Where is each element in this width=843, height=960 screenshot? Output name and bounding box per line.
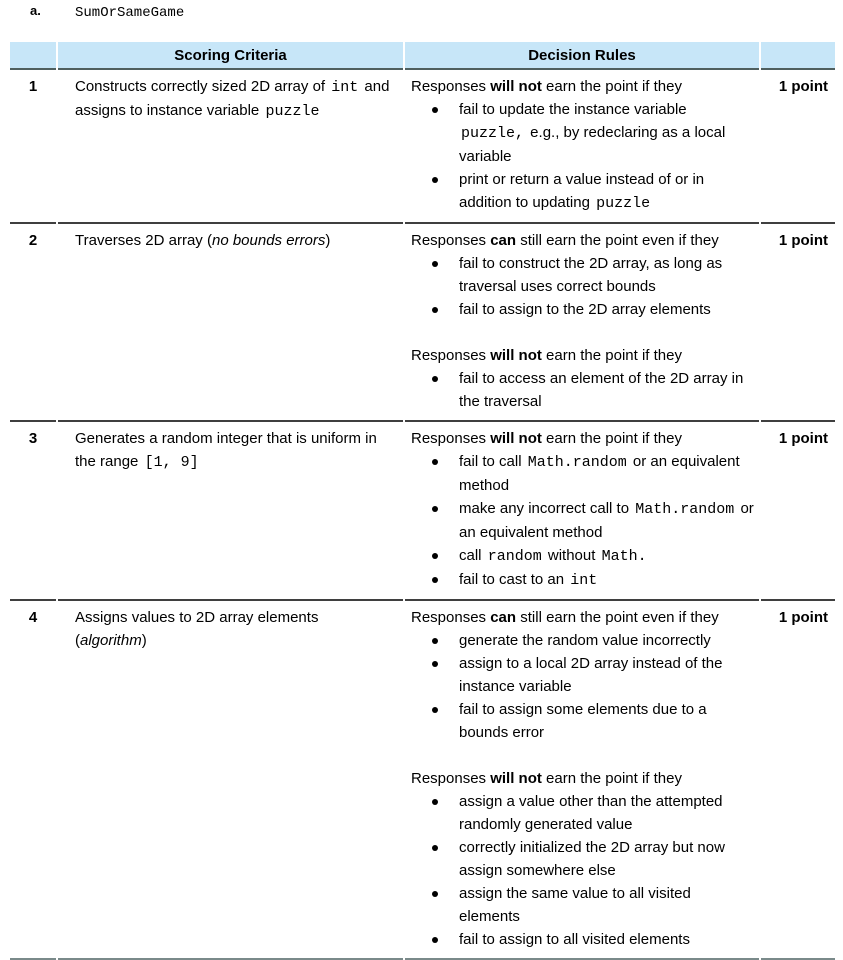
- rules-bullet-list: [411, 252, 754, 321]
- text-segment: fail to cast to an: [459, 571, 569, 588]
- code-text: [1, 9]: [144, 454, 199, 471]
- bullet-item: [411, 367, 754, 413]
- bullet-item: [411, 544, 754, 568]
- text-segment: fail to access an element of the 2D array in the traversal: [459, 370, 744, 410]
- text-segment: fail to update the instance variable: [459, 101, 687, 118]
- bullet-item: [411, 450, 754, 497]
- part-title: SumOrSameGame: [75, 5, 185, 21]
- scoring-criteria-cell: [58, 70, 403, 224]
- rules-intro: [411, 767, 754, 790]
- code-text: puzzle: [596, 195, 651, 212]
- row-number: 2: [28, 232, 38, 249]
- text-segment: will not: [490, 430, 542, 447]
- table-row: [10, 224, 835, 422]
- row-number-cell: [10, 224, 56, 422]
- text-segment: fail to construct the 2D array, as long as traversal uses correct bounds: [459, 255, 723, 295]
- header-decision-rules-label: Decision Rules: [528, 46, 636, 64]
- code-text: puzzle: [265, 103, 320, 120]
- header-decision-rules-cell: [405, 42, 759, 70]
- table-row: [10, 70, 835, 224]
- rules-intro: [411, 229, 754, 252]
- bullet-item: [411, 298, 754, 321]
- code-text: int: [331, 79, 359, 96]
- decision-rules-cell: [405, 422, 759, 601]
- criteria-text: [75, 427, 393, 474]
- bullet-item: [411, 698, 754, 744]
- rubric-table: [10, 42, 835, 960]
- text-segment: fail to assign to the 2D array elements: [459, 301, 711, 318]
- rules-bullet-list: [411, 367, 754, 413]
- text-segment: earn the point if they: [541, 770, 682, 787]
- text-segment: can: [490, 232, 517, 249]
- row-number-cell: [10, 70, 56, 224]
- code-text: Math.random: [527, 454, 627, 471]
- text-segment: Assigns values to 2D array elements (: [75, 609, 319, 649]
- text-segment: generate the random value incorrectly: [459, 632, 711, 649]
- code-text: puzzle,: [461, 125, 525, 142]
- points-value: 1 point: [778, 78, 828, 95]
- part-label: a.: [30, 3, 41, 18]
- blank-line: [411, 744, 754, 767]
- bullet-item: [411, 652, 754, 698]
- rules-bullet-list: [411, 450, 754, 592]
- scoring-criteria-cell: [58, 422, 403, 601]
- table-row: [10, 422, 835, 601]
- text-segment: fail to call: [459, 453, 526, 470]
- bullet-item: [411, 568, 754, 592]
- text-segment: Responses: [411, 347, 491, 364]
- text-segment: algorithm: [80, 632, 142, 649]
- code-text: random: [487, 548, 542, 565]
- code-text: Math.random: [635, 501, 735, 518]
- row-number-cell: [10, 422, 56, 601]
- row-number: 1: [28, 78, 38, 95]
- text-segment: Responses: [411, 770, 491, 787]
- decision-rules-cell: [405, 224, 759, 422]
- text-segment: can: [490, 609, 517, 626]
- text-segment: or an equivalent method: [459, 453, 740, 494]
- rules-bullet-list: [411, 98, 754, 215]
- row-number-cell: [10, 601, 56, 960]
- text-segment: Responses: [411, 430, 491, 447]
- text-segment: earn the point if they: [541, 347, 682, 364]
- bullet-item: [411, 790, 754, 836]
- text-segment: fail to assign to all visited elements: [459, 931, 690, 948]
- text-segment: Traverses 2D array (: [75, 232, 212, 249]
- bullet-item: [411, 928, 754, 951]
- table-row: [10, 601, 835, 960]
- points-value: 1 point: [778, 232, 828, 249]
- bullet-item: [411, 98, 754, 168]
- table-header-row: [10, 42, 835, 70]
- rules-intro: [411, 606, 754, 629]
- text-segment: Responses: [411, 78, 491, 95]
- code-text: Math.: [601, 548, 647, 565]
- blank-line: [411, 321, 754, 344]
- text-segment: call: [459, 547, 486, 564]
- text-segment: Constructs correctly sized 2D array of: [75, 78, 330, 95]
- text-segment: will not: [490, 78, 542, 95]
- points-cell: [761, 422, 835, 601]
- code-text: int: [570, 572, 598, 589]
- bullet-item: [411, 252, 754, 298]
- text-segment: still earn the point even if they: [516, 232, 719, 249]
- text-segment: no bounds errors: [211, 232, 326, 249]
- text-segment: Responses: [411, 609, 491, 626]
- text-segment: will not: [490, 770, 542, 787]
- rules-intro: [411, 344, 754, 367]
- text-segment: will not: [490, 347, 542, 364]
- text-segment: or an equivalent method: [459, 500, 754, 541]
- bullet-item: [411, 882, 754, 928]
- text-segment: earn the point if they: [541, 78, 682, 95]
- header-points-cell: [761, 42, 835, 70]
- text-segment: assign the same value to all visited elements: [459, 885, 691, 925]
- rules-intro: [411, 75, 754, 98]
- text-segment: Responses: [411, 232, 491, 249]
- bullet-item: [411, 836, 754, 882]
- criteria-text: [75, 75, 393, 123]
- text-segment: and assigns to instance variable: [75, 78, 390, 119]
- rules-bullet-list: [411, 790, 754, 951]
- points-value: 1 point: [778, 430, 828, 447]
- text-segment: fail to assign some elements due to a bounds error: [459, 701, 707, 741]
- points-cell: [761, 224, 835, 422]
- text-segment: assign a value other than the attempted randomly generated value: [459, 793, 723, 833]
- scoring-criteria-cell: [58, 601, 403, 960]
- text-segment: earn the point if they: [541, 430, 682, 447]
- criteria-text: [75, 606, 393, 652]
- part-heading: [0, 0, 843, 23]
- text-segment: assign to a local 2D array instead of the instance variable: [459, 655, 723, 695]
- scoring-criteria-cell: [58, 224, 403, 422]
- points-cell: [761, 601, 835, 960]
- bullet-item: [411, 168, 754, 215]
- rules-intro: [411, 427, 754, 450]
- decision-rules-cell: [405, 601, 759, 960]
- row-number: 4: [28, 609, 38, 626]
- text-segment: Generates a random integer that is uniform in the range: [75, 430, 377, 470]
- text-segment: without: [543, 547, 600, 564]
- header-scoring-criteria-label: Scoring Criteria: [174, 46, 287, 64]
- row-number: 3: [28, 430, 38, 447]
- text-segment: e.g., by redeclaring as a local variable: [459, 124, 726, 165]
- bullet-item: [411, 629, 754, 652]
- points-cell: [761, 70, 835, 224]
- text-segment: make any incorrect call to: [459, 500, 634, 517]
- points-value: 1 point: [778, 609, 828, 626]
- decision-rules-cell: [405, 70, 759, 224]
- bullet-item: [411, 497, 754, 544]
- text-segment: still earn the point even if they: [516, 609, 719, 626]
- header-scoring-criteria-cell: [58, 42, 403, 70]
- text-segment: ): [141, 632, 147, 649]
- table-body: [10, 70, 835, 960]
- text-segment: correctly initialized the 2D array but now assign somewhere else: [459, 839, 725, 879]
- rules-bullet-list: [411, 629, 754, 744]
- text-segment: ): [325, 232, 331, 249]
- criteria-text: [75, 229, 393, 252]
- header-number-cell: [10, 42, 56, 70]
- text-segment: print or return a value instead of or in addition to updating: [459, 171, 705, 211]
